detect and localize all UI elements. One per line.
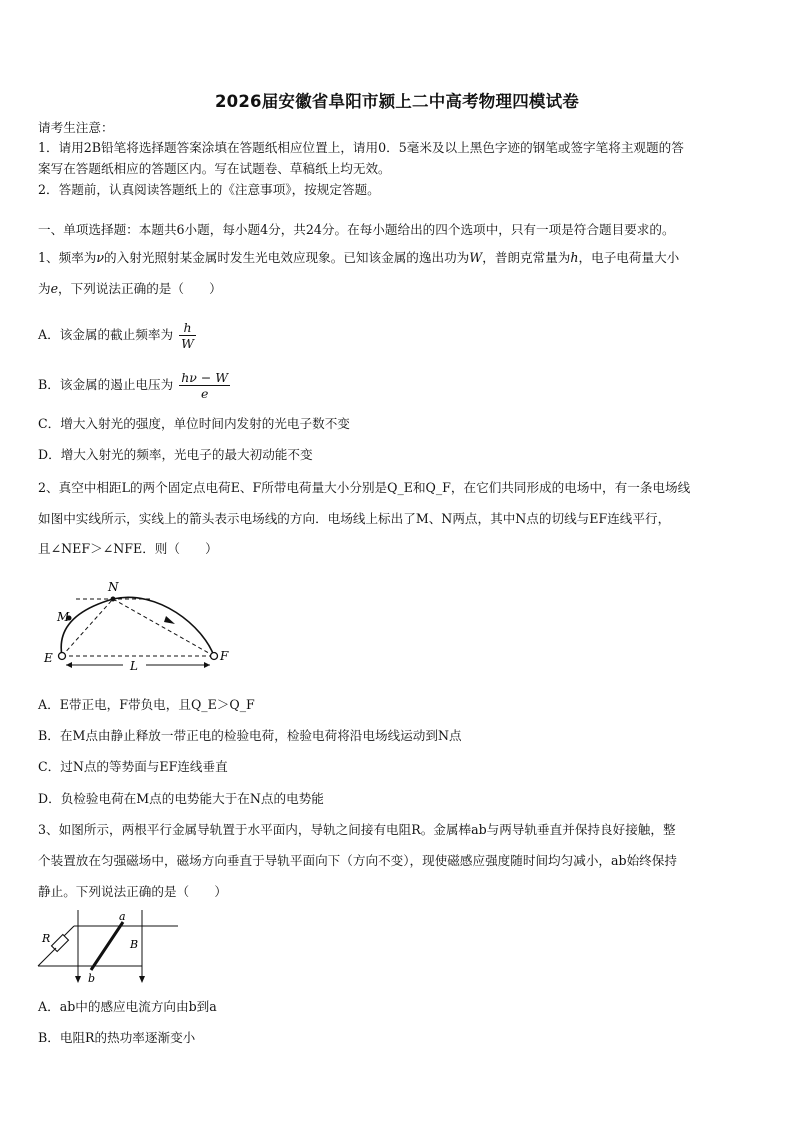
label-l: L [130, 659, 138, 673]
label-field-b: B [130, 938, 139, 951]
line-en [62, 599, 113, 656]
q1-stem-line2 [38, 281, 760, 297]
q3-option-a[interactable]: A．ab中的感应电流方向由b到a [38, 999, 217, 1014]
charge-e [59, 653, 66, 660]
label-n: N [108, 580, 119, 594]
field-arrow-down [75, 976, 81, 983]
dimension-arrow-right [204, 662, 210, 668]
resistor-wire-top [64, 926, 74, 936]
fraction-denominator: W [181, 336, 194, 351]
fraction-denominator: e [200, 386, 209, 401]
q1-option-d[interactable]: D．增大入射光的频率，光电子的最大初动能不变 [38, 447, 313, 462]
q1-text: ，下列说法正确的是（ ） [58, 281, 222, 296]
q1-option-a-label: A．该金属的截止频率为 [38, 327, 174, 342]
q1-text: 的入射光照射某金属时发生光电效应现象。已知该金属的逸出功为 [104, 250, 470, 265]
q1-h-symbol: h [570, 250, 579, 265]
q1-option-b[interactable] [38, 370, 760, 401]
label-m: M [57, 610, 70, 624]
q1-option-b-label: B．该金属的遏止电压为 [38, 377, 174, 392]
label-a: a [119, 910, 126, 923]
q3-stem-line3: 静止。下列说法正确的是（ ） [38, 884, 227, 899]
q2-stem-line1: 2、真空中相距L的两个固定点电荷E、F所带电荷量大小分别是Q_E和Q_F，在它们共同形成的电场中，有一条电场线 [38, 480, 691, 495]
label-f: F [220, 649, 229, 663]
q1-option-a[interactable] [38, 320, 760, 351]
q2-stem-line2: 如图中实线所示，实线上的箭头表示电场线的方向．电场线上标出了M、N两点，其中N点的切线与EF连线平行， [38, 511, 671, 526]
q1-option-b-fraction [179, 370, 230, 401]
q1-option-a-fraction [179, 320, 196, 351]
label-r: R [42, 932, 51, 945]
fraction-numerator: h [179, 320, 196, 336]
field-direction-arrow [164, 616, 175, 624]
line-nf [113, 599, 214, 656]
dimension-arrow-left [66, 662, 72, 668]
notice-item-1-cont: 案写在答题纸相应的答题区内。写在试题卷、草稿纸上均无效。 [38, 161, 391, 176]
label-e: E [44, 651, 53, 665]
page-title: 2026届安徽省阜阳市颍上二中高考物理四模试卷 [214, 92, 580, 111]
q3-option-b[interactable]: B．电阻R的热功率逐渐变小 [38, 1030, 196, 1045]
notice-item-1: 1．请用2B铅笔将选择题答案涂填在答题纸相应位置上，请用0．5毫米及以上黑色字迹的钢笔或签字笔将主观题的答 [38, 140, 684, 155]
q1-text: 为 [38, 281, 51, 296]
q3-stem-line1: 3、如图所示，两根平行金属导轨置于水平面内，导轨之间接有电阻R。金属棒ab与两导轨垂直并保持良好接触，整 [38, 822, 676, 837]
rail-circuit-diagram [36, 910, 186, 990]
q1-stem-line1 [38, 250, 760, 266]
fraction-numerator: hν − W [181, 370, 229, 385]
q1-nu-symbol: ν [96, 250, 105, 265]
q1-w-symbol: W [469, 250, 483, 265]
q3-stem-line2: 个装置放在匀强磁场中，磁场方向垂直于导轨平面向下（方向不变），现使磁感应强度随时间均匀减小，ab始终保持 [38, 853, 677, 868]
q2-option-c[interactable]: C．过N点的等势面与EF连线垂直 [38, 759, 228, 774]
q2-option-a[interactable]: A．E带正电，F带负电，且Q_E＞Q_F [38, 697, 255, 712]
charge-f [211, 653, 218, 660]
label-b: b [88, 972, 96, 985]
q2-option-d[interactable]: D．负检验电荷在M点的电势能大于在N点的电势能 [38, 791, 324, 806]
notice-heading: 请考生注意： [38, 120, 114, 135]
field-arrow-down [139, 976, 145, 983]
q1-text: ，电子电荷量大小 [578, 250, 680, 265]
section-heading: 一、单项选择题：本题共6小题，每小题4分，共24分。在每小题给出的四个选项中，只有一项是符合题目要求的。 [38, 222, 675, 237]
q2-option-b[interactable]: B．在M点由静止释放一带正电的检验电荷，检验电荷将沿电场线运动到N点 [38, 728, 462, 743]
notice-item-2: 2．答题前，认真阅读答题纸上的《注意事项》，按规定答题。 [38, 182, 380, 197]
q2-stem-line3: 且∠NEF＞∠NFE．则（ ） [38, 541, 218, 556]
q1-option-c[interactable]: C．增大入射光的强度，单位时间内发射的光电子数不变 [38, 416, 350, 431]
resistor-wire-bottom [38, 948, 56, 966]
resistor-r [52, 935, 69, 952]
q1-e-symbol: e [50, 281, 59, 296]
electric-field-diagram [38, 576, 248, 676]
point-n [111, 597, 116, 602]
field-line [61, 597, 214, 656]
q1-text: 1、频率为 [38, 250, 97, 265]
q1-text: ，普朗克常量为 [482, 250, 571, 265]
metal-rod-ab [91, 922, 123, 970]
